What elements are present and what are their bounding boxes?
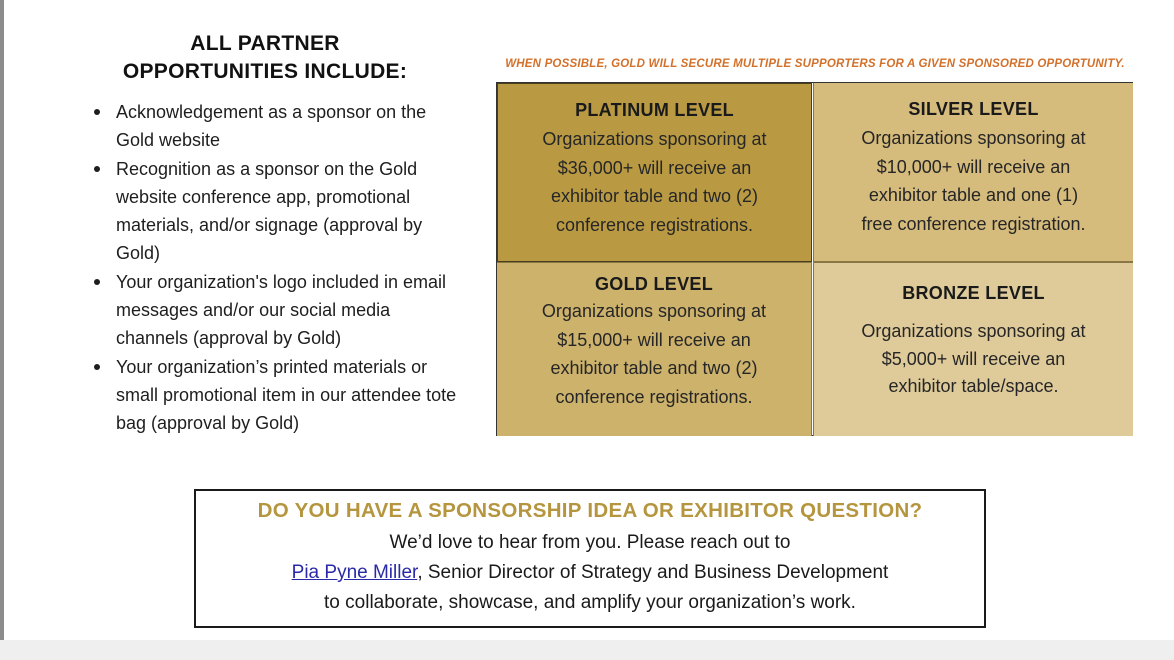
level-title: SILVER LEVEL [908, 99, 1039, 119]
description-line: $5,000+ will receive an [881, 348, 1066, 369]
level-description [498, 125, 811, 239]
level-description [814, 124, 1133, 238]
level-title: GOLD LEVEL [594, 274, 713, 294]
list-item [90, 155, 460, 268]
bullet-icon [94, 166, 100, 172]
contact-line-1: We’d love to hear from you. Please reach out to [389, 532, 791, 553]
benefits-list [90, 98, 460, 438]
list-item [90, 353, 460, 438]
contact-person-link[interactable]: Pia Pyne Miller [291, 562, 418, 583]
page-bottom-band [0, 640, 1174, 660]
description-line: $36,000+ will receive an [557, 157, 752, 178]
heading-line-1: ALL PARTNER [190, 32, 340, 55]
bronze-level-card [813, 262, 1133, 436]
contact-line-3: to collaborate, showcase, and amplify your organization’s work. [324, 592, 856, 613]
page-left-border [0, 0, 4, 660]
description-line: Organizations sponsoring at [861, 321, 1086, 341]
description-line: exhibitor table and one (1) [868, 185, 1079, 205]
platinum-level-card [497, 83, 812, 262]
list-item [90, 268, 460, 353]
description-line: exhibitor table and two (2) [550, 186, 759, 206]
description-line: Organizations sponsoring at [542, 129, 767, 149]
level-description [497, 297, 811, 411]
sponsorship-levels-grid [496, 82, 1133, 436]
contact-person-title: , Senior Director of Strategy and Business Development [417, 562, 889, 583]
multiple-supporters-note: WHEN POSSIBLE, GOLD WILL SECURE MULTIPLE SUPPORTERS FOR A GIVEN SPONSORED OPPORTUNITY. [505, 58, 1125, 70]
description-line: $10,000+ will receive an [876, 156, 1071, 177]
description-line: free conference registration. [861, 213, 1086, 234]
benefit-text: Your organization's logo included in email messages and/or our social media channels (approval by Gold) [116, 271, 446, 349]
level-description [814, 318, 1133, 401]
benefit-text: Acknowledgement as a sponsor on the Gold website [116, 102, 427, 151]
level-title: PLATINUM LEVEL [575, 100, 734, 120]
sponsorship-question-heading: DO YOU HAVE A SPONSORSHIP IDEA OR EXHIBITOR QUESTION? [257, 499, 923, 522]
description-line: $15,000+ will receive an [557, 329, 751, 350]
gold-level-card [497, 262, 812, 436]
description-line: Organizations sponsoring at [861, 128, 1086, 148]
benefit-text: Your organization’s printed materials or small promotional item in our attendee tote bag (approval by Gold) [116, 356, 457, 434]
list-item [90, 98, 460, 155]
silver-level-card [813, 83, 1133, 262]
description-line: exhibitor table/space. [888, 376, 1059, 396]
bullet-icon [94, 279, 100, 285]
contact-line-2 [196, 558, 984, 588]
heading-line-2: OPPORTUNITIES INCLUDE: [122, 60, 408, 83]
description-line: exhibitor table and two (2) [550, 358, 758, 378]
contact-box [194, 489, 986, 628]
description-line: conference registrations. [555, 214, 754, 235]
partner-opportunities-heading [100, 30, 430, 86]
level-title: BRONZE LEVEL [902, 283, 1045, 303]
bullet-icon [94, 364, 100, 370]
bullet-icon [94, 109, 100, 115]
description-line: conference registrations. [555, 386, 753, 407]
benefit-text: Recognition as a sponsor on the Gold website conference app, promotional materials, and/or signage (approval by Gold) [116, 158, 423, 264]
description-line: Organizations sponsoring at [541, 301, 767, 321]
